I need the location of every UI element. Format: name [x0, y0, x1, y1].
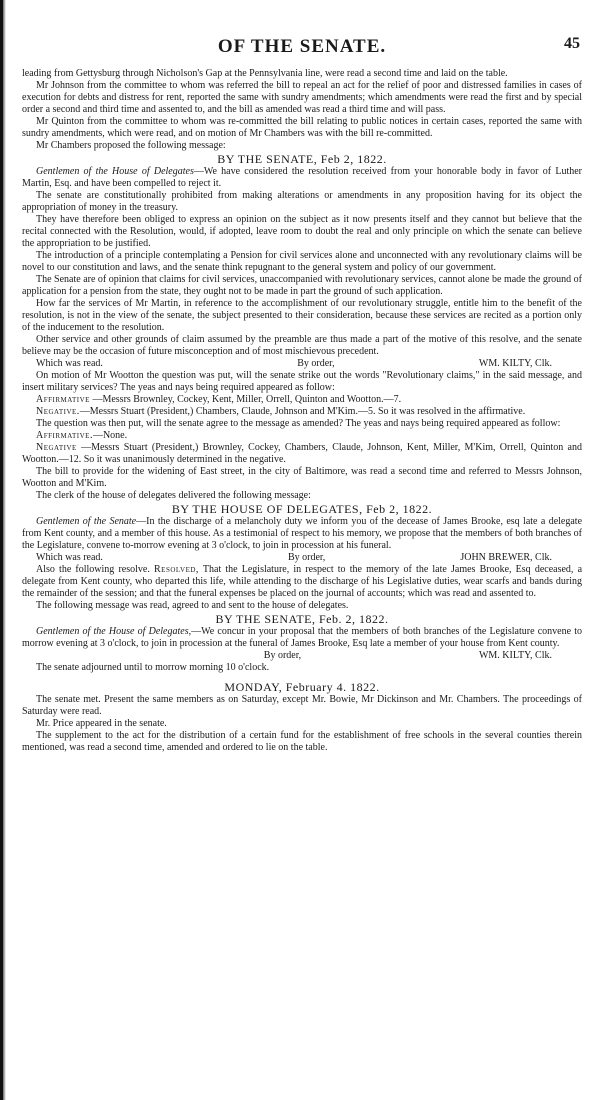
vote-text: —Messrs Stuart (President,) Brownley, Cockey, Chambers, Claude, Johnson, Kent, Miller, M'Kim, Orrell, Quinton and Wootton.—12. So it was unanimously determined in the negative. — [22, 442, 582, 465]
message-paragraph: The introduction of a principle contemplating a Pension for civil services alone and unconnected with any revolutionary claims will be novel to our constitution and laws, and the senate think repugnant to the general system and policy of our government. — [22, 250, 582, 273]
salutation: Gentlemen of the House of Delegates, — [36, 626, 192, 637]
vote-label: Affirmative. — [36, 430, 93, 441]
vote-text: —None. — [92, 430, 128, 441]
vote-label: Negative. — [36, 406, 80, 417]
vote-label: Negative — [36, 442, 77, 453]
signature-note: Which was read. — [36, 552, 103, 563]
message-paragraph: The Senate are of opinion that claims for civil services, unaccompanied with revolutionary services, cannot alone be made the ground of application for a pension from the state, they ought not to be made in part the ground of such application. — [22, 274, 582, 297]
section-heading: BY THE SENATE, Feb. 2, 1822. — [215, 612, 389, 626]
message-paragraph: They have therefore been obliged to express an opinion on the subject as it now presents itself and they cannot but believe that the recital connected with the Resolution, would, if adopted, leave room to doubt the real and only principle on which the senate can believe the appropriation to be justified. — [22, 214, 582, 249]
signature-line — [22, 650, 582, 662]
salutation: Gentlemen of the House of Delegates — [36, 166, 194, 177]
message-text: —In the discharge of a melancholy duty we inform you of the decease of James Brooke, esq late a delegate from Kent county, and a member of this house. As a testimonial of respect to his memory, we propose that the members of both branches of the Legislature, convene to-morrow evening at 3 o'clock, to join in procession at his funeral. — [22, 516, 583, 551]
paragraph: The question was then put, will the senate agree to the message as amended? The yeas and nays being required appeared as follow: — [36, 418, 561, 429]
resolve-paragraph — [22, 564, 582, 600]
resolve-lead: Also the following resolve. — [36, 564, 154, 575]
signature-clerk: WM. KILTY, Clk. — [478, 650, 552, 661]
message-paragraph: The senate are constitutionally prohibited from making alterations or amendments in any proposition having for its object the appropriation of money in the treasury. — [22, 190, 582, 213]
page-title: OF THE SENATE. — [217, 36, 387, 57]
document-page — [22, 28, 582, 754]
paragraph: The following message was read, agreed to and sent to the house of delegates. — [36, 600, 349, 611]
signature-clerk: WM. KILTY, Clk. — [478, 358, 552, 369]
paragraph: The senate met. Present the same members as on Saturday, except Mr. Bowie, Mr Dickinson and Mr. Chambers. The proceedings of Saturday were read. — [22, 694, 582, 717]
message-text: —We have considered the resolution received from your honorable body in favor of Luther Martin, Esq. and have been compelled to reject it. — [22, 166, 582, 189]
paragraph: Mr Quinton from the committee to whom was re-committed the bill relating to public notices in certain cases, reported the same with sundry amendments, which were read, and on motion of Mr Chambers was with the bill re-committed. — [22, 116, 582, 139]
paragraph: The clerk of the house of delegates delivered the following message: — [36, 490, 311, 501]
paragraph: On motion of Mr Wootton the question was put, will the senate strike out the words "Revolutionary claims," in the said message, and insert military services? The yeas and nays being required appeared as follow: — [22, 370, 582, 393]
section-heading: BY THE SENATE, Feb 2, 1822. — [217, 152, 387, 166]
signature-line — [22, 552, 582, 564]
message-paragraph — [22, 166, 582, 190]
signature-clerk: JOHN BREWER, Clk. — [460, 552, 552, 563]
message-paragraph: How far the services of Mr Martin, in reference to the accomplishment of our revolutionary struggle, entitle him to the benefit of the resolution, is not in the view of the senate, the subject presented to their consideration, because these services are recited as a portion only of the inducement to the resolution. — [22, 298, 582, 333]
vote-text: —Messrs Brownley, Cockey, Kent, Miller, Orrell, Quinton and Wootton.—7. — [89, 394, 402, 405]
paragraph: The bill to provide for the widening of East street, in the city of Baltimore, was read a second time and referred to Messrs Johnson, Wootton and M'Kim. — [22, 466, 582, 489]
message-paragraph — [22, 516, 582, 552]
signature-order: By order, — [263, 650, 302, 661]
paragraph: Mr Chambers proposed the following message: — [36, 140, 226, 151]
section-heading: MONDAY, February 4. 1822. — [224, 680, 380, 694]
signature-order: By order, — [297, 358, 335, 369]
vote-paragraph — [22, 442, 582, 466]
paragraph: leading from Gettysburg through Nicholson's Gap at the Pennsylvania line, were read a second time and laid on the table. — [22, 68, 508, 79]
paragraph: Mr. Price appeared in the senate. — [36, 718, 167, 729]
signature-line — [22, 358, 582, 370]
vote-text: —Messrs Stuart (President,) Chambers, Claude, Johnson and M'Kim.—5. So it was resolved in the affirmative. — [79, 406, 526, 417]
message-paragraph — [22, 626, 582, 650]
paragraph: The senate adjourned until to morrow morning 10 o'clock. — [36, 662, 270, 673]
page-number: 45 — [564, 35, 580, 52]
vote-label: Affirmative — [36, 394, 90, 405]
vote-paragraph — [22, 430, 582, 442]
signature-note: Which was read. — [36, 358, 103, 369]
message-paragraph: Other service and other grounds of claim assumed by the preamble are thus made a part of the motive of this resolve, and the senate believe may be the occasion of future misconception and of most mischievous precedent. — [22, 334, 582, 357]
message-text: —We concur in your proposal that the members of both branches of the Legislature convene to morrow evening at 3 o'clock, to join in procession at the funeral of James Brooke, Esq late a member of your house from Kent county. — [22, 626, 582, 649]
vote-paragraph — [22, 406, 582, 418]
paragraph: Mr Johnson from the committee to whom was referred the bill to repeal an act for the relief of poor and distressed families in cases of execution for debts and distress for rent, reported the same with sundry amendments; which amendments were read the first and by special order a second and third time and assented to, and the bill as amended was read a third time and will pass. — [22, 80, 582, 115]
binding-edge — [0, 0, 6, 1100]
section-heading: BY THE HOUSE OF DELEGATES, Feb 2, 1822. — [171, 502, 433, 516]
paragraph: The supplement to the act for the distribution of a certain fund for the establishment of free schools in the several counties therein mentioned, was read a second time, amended and ordered to lie on the table. — [22, 730, 582, 753]
salutation: Gentlemen of the Senate — [36, 516, 137, 527]
resolve-text: That the Legislature, in respect to the memory of the late James Brooke, Esq deceased, a delegate from Kent county, who departed this life, while attending to the discharge of his Legislative duties, wear scarfs and bands during the remainder of the session; and that the funeral expenses be placed on the journal of accounts; which was read and assented to. — [22, 564, 583, 599]
signature-order: By order, — [287, 552, 326, 563]
page-header — [22, 28, 582, 68]
vote-paragraph — [22, 394, 582, 406]
resolve-label: Resolved, — [154, 564, 199, 575]
